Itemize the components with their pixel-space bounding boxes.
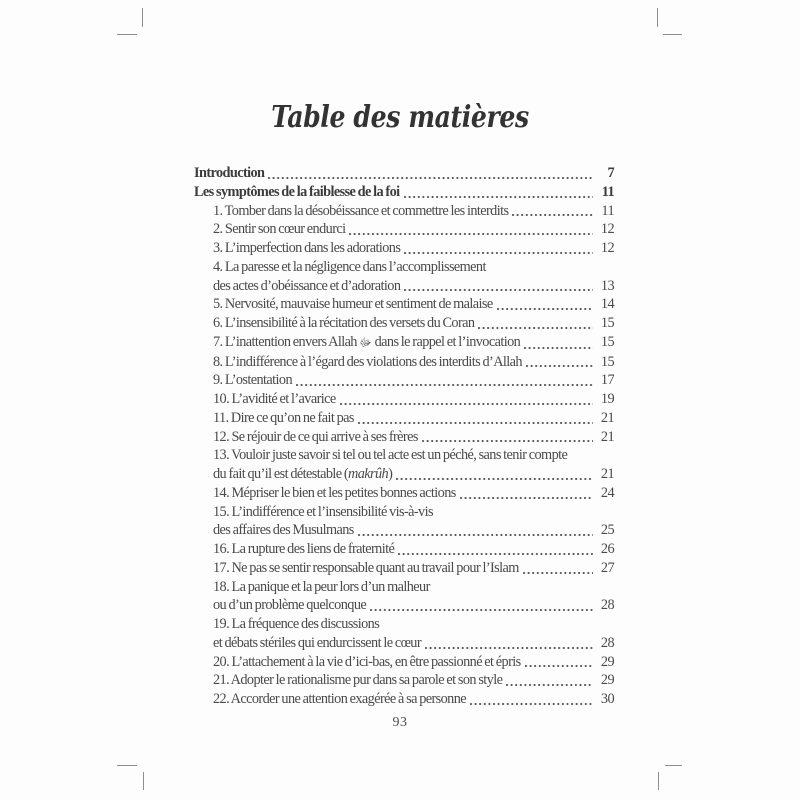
toc-entry bbox=[194, 295, 614, 314]
toc-page-ref: 30 bbox=[600, 691, 614, 707]
toc-page-ref: 24 bbox=[600, 484, 614, 501]
dot-leader bbox=[404, 239, 593, 258]
dot-leader bbox=[425, 634, 593, 653]
dot-leader bbox=[506, 671, 593, 690]
toc-entry-label: 22. Accorder une attention exagérée à sa personne bbox=[213, 691, 467, 707]
toc-entry-label: Introduction bbox=[194, 165, 265, 181]
dot-leader bbox=[296, 371, 593, 390]
toc-entry-label: Les symptômes de la faiblesse de la foi bbox=[194, 183, 400, 200]
toc-page-ref: 26 bbox=[600, 541, 614, 557]
toc-page-ref: 13 bbox=[600, 277, 614, 294]
toc-entry-label: 2. Sentir son cœur endurci bbox=[213, 221, 346, 238]
page-title: Table des matières bbox=[271, 100, 529, 135]
crop-mark-bottom-right-horizontal bbox=[665, 765, 682, 766]
dot-leader bbox=[523, 559, 593, 578]
toc-entry-label: 16. La rupture des liens de fraternité bbox=[213, 541, 395, 557]
dot-leader bbox=[358, 521, 593, 540]
toc-page-ref: 14 bbox=[600, 296, 614, 313]
dot-leader bbox=[396, 465, 593, 484]
toc-entry bbox=[194, 653, 614, 672]
toc-entry-label: 14. Mépriser le bien et les petites bonnes actions bbox=[213, 484, 456, 501]
toc-entry bbox=[194, 503, 614, 541]
toc-page-ref: 25 bbox=[600, 522, 614, 539]
toc-entry-label: 4. La paresse et la négligence dans l’accomplissement bbox=[213, 258, 486, 275]
dot-leader bbox=[512, 202, 593, 221]
toc-entry-label: 7. L’inattention envers Allah ﷻ dans le rappel et l’invocation bbox=[213, 333, 521, 350]
toc-entry-label: 19. La fréquence des discussions bbox=[213, 616, 380, 632]
dot-leader bbox=[422, 428, 593, 447]
dot-leader bbox=[525, 653, 593, 672]
toc-page-ref: 21 bbox=[600, 409, 614, 426]
toc-entry-label: 18. La panique et la peur lors d’un malheur bbox=[213, 578, 430, 595]
toc-entry-label: 12. Se réjouir de ce qui arrive à ses frères bbox=[213, 428, 418, 445]
dot-leader bbox=[349, 220, 593, 239]
crop-mark-bottom-left-vertical bbox=[143, 772, 144, 790]
toc-entry bbox=[194, 239, 614, 258]
toc-entry bbox=[194, 484, 614, 503]
toc-page-ref: 15 bbox=[600, 315, 614, 331]
toc-page-ref: 29 bbox=[600, 672, 614, 689]
page-number: 93 bbox=[392, 715, 408, 730]
dot-leader bbox=[497, 295, 593, 314]
crop-mark-top-left-horizontal bbox=[117, 34, 137, 35]
dot-leader bbox=[470, 690, 593, 709]
dot-leader bbox=[268, 164, 593, 183]
crop-mark-top-right-horizontal bbox=[663, 34, 682, 35]
toc-entry bbox=[194, 183, 614, 202]
dot-leader bbox=[404, 277, 593, 296]
crop-mark-bottom-right-vertical bbox=[658, 772, 659, 790]
toc-entry-label: 6. L’insensibilité à la récitation des versets du Coran bbox=[213, 315, 475, 331]
italic-term: makrûh bbox=[348, 466, 389, 482]
toc-page-ref: 15 bbox=[600, 353, 614, 370]
toc-entry bbox=[194, 559, 614, 578]
toc-page-ref: 28 bbox=[600, 634, 614, 651]
crop-mark-bottom-left-horizontal bbox=[117, 765, 137, 766]
toc-entry-label: du fait qu’il est détestable (makrûh) bbox=[213, 466, 393, 482]
toc-entry-label: des actes d’obéissance et d’adoration bbox=[213, 277, 401, 294]
toc-entry bbox=[194, 690, 614, 709]
toc-entry-label: 20. L’attachement à la vie d’ici-bas, en être passionné et épris bbox=[213, 653, 521, 670]
toc-page-ref: 7 bbox=[607, 165, 614, 181]
toc-entry-label: 9. L’ostentation bbox=[213, 372, 293, 389]
toc-entry-label: 10. L’avidité et l’avarice bbox=[213, 391, 336, 407]
toc-entry bbox=[194, 390, 614, 409]
toc-entry bbox=[194, 314, 614, 333]
toc-entry-label: 13. Vouloir juste savoir si tel ou tel acte est un péché, sans tenir compte bbox=[213, 447, 568, 464]
toc-page-ref: 27 bbox=[600, 559, 614, 576]
toc-entry bbox=[194, 428, 614, 447]
toc-entry-label: 5. Nervosité, mauvaise humeur et sentiment de malaise bbox=[213, 296, 493, 313]
toc-page-ref: 11 bbox=[601, 183, 614, 200]
dot-leader bbox=[460, 484, 593, 503]
dot-leader bbox=[370, 596, 593, 615]
toc-entry bbox=[194, 164, 614, 183]
toc-entry bbox=[194, 202, 614, 221]
toc-entry-label: 17. Ne pas se sentir responsable quant au travail pour l’Islam bbox=[213, 559, 519, 576]
dot-leader bbox=[358, 409, 593, 428]
dot-leader bbox=[524, 333, 593, 353]
toc-page-ref: 12 bbox=[600, 240, 614, 256]
toc-entry bbox=[194, 353, 614, 372]
toc-entry bbox=[194, 220, 614, 239]
toc-entry bbox=[194, 258, 614, 296]
toc-page-ref: 21 bbox=[600, 428, 614, 445]
toc-entry-label: 3. L’imperfection dans les adorations bbox=[213, 240, 401, 256]
toc-page-ref: 11 bbox=[601, 202, 614, 219]
crop-mark-top-right-vertical bbox=[657, 8, 658, 27]
toc-entry-label: 1. Tomber dans la désobéissance et commettre les interdits bbox=[213, 202, 509, 219]
toc-entry-label: des affaires des Musulmans bbox=[213, 522, 354, 539]
toc-entry bbox=[194, 333, 614, 353]
toc-entry-label: ou d’un problème quelconque bbox=[213, 597, 367, 614]
dot-leader bbox=[340, 390, 593, 409]
dot-leader bbox=[398, 540, 593, 559]
table-of-contents bbox=[194, 164, 614, 709]
toc-page-ref: 17 bbox=[600, 372, 614, 389]
toc-page-ref: 28 bbox=[600, 597, 614, 614]
toc-entry bbox=[194, 446, 614, 484]
toc-entry-label: 8. L’indifférence à l’égard des violations des interdits d’Allah bbox=[213, 353, 522, 370]
toc-entry-label: 21. Adopter le rationalisme pur dans sa parole et son style bbox=[213, 672, 503, 689]
toc-entry bbox=[194, 578, 614, 616]
dot-leader bbox=[526, 353, 593, 372]
toc-entry-label: 11. Dire ce qu’on ne fait pas bbox=[213, 409, 354, 426]
toc-entry bbox=[194, 409, 614, 428]
toc-page-ref: 21 bbox=[600, 466, 614, 482]
toc-page-ref: 29 bbox=[600, 653, 614, 670]
toc-page-ref: 12 bbox=[600, 221, 614, 238]
toc-entry-label: et débats stériles qui endurcissent le cœur bbox=[213, 634, 422, 651]
toc-page-ref: 15 bbox=[600, 333, 614, 350]
toc-entry bbox=[194, 371, 614, 390]
dot-leader bbox=[404, 183, 593, 202]
crop-mark-top-left-vertical bbox=[142, 8, 143, 27]
allah-honorific-glyph: ﷻ bbox=[359, 335, 372, 349]
toc-entry bbox=[194, 615, 614, 653]
dot-leader bbox=[478, 314, 593, 333]
toc-entry bbox=[194, 540, 614, 559]
toc-entry bbox=[194, 671, 614, 690]
toc-entry-label: 15. L’indifférence et l’insensibilité vis-à-vis bbox=[213, 503, 433, 520]
toc-page-ref: 19 bbox=[600, 391, 614, 407]
